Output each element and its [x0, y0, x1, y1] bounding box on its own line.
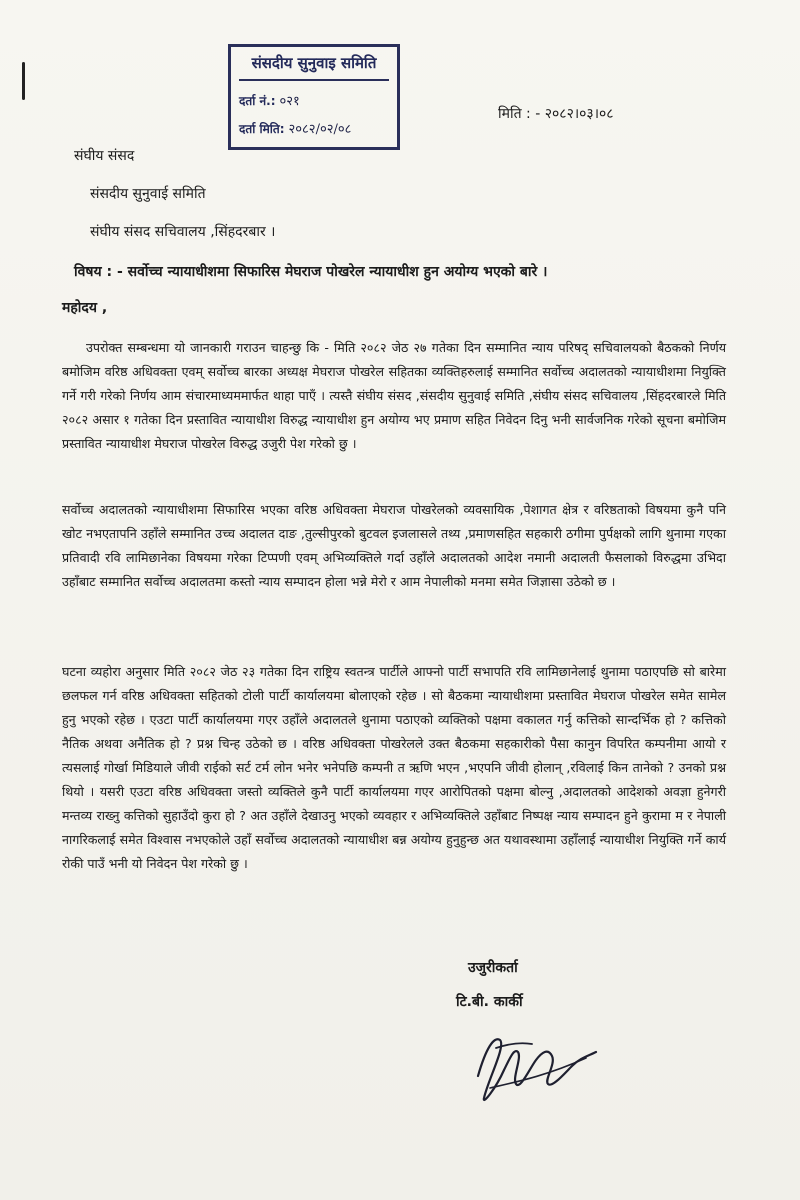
- stamp-title: संसदीय सुनुवाइ समिति: [239, 53, 389, 81]
- margin-mark: [22, 62, 25, 100]
- stamp-reg-date-label: दर्ता मिति:: [239, 122, 285, 136]
- body-paragraph-3: घटना व्यहोरा अनुसार मिति २०८२ जेठ २३ गतेका दिन राष्ट्रिय स्वतन्त्र पार्टीले आफ्नो पार्टी सभापति रवि लामिछानेलाई थुनामा पठाएपछि सो बारेमा छलफल गर्न वरिष्ठ अधिवक्ता सहितको टोली पार्टी कार्यालयमा बोलाएको रहेछ । सो बैठकमा न्यायाधीशमा प्रस्तावित मेघराज पोखरेल समेत सामेल हुनु भएको रहेछ । एउटा पार्टी कार्यालयमा गएर उहाँले अदालतले थुनामा पठाएको व्यक्तिको पक्षमा वकालत गर्नु कत्तिको सान्दर्भिक हो ? कत्तिको नैतिक अथवा अनैतिक हो ? प्रश्न चिन्ह उठेको छ । वरिष्ठ अधिवक्ता पोखरेलले उक्त बैठकमा सहकारीको पैसा कानुन विपरित कम्पनीमा आयो र त्यसलाई गोर्खा मिडियाले जीवी राईको सर्ट टर्म लोन भनेर भनेपछि कम्पनी त ऋणि भएन ,भएपनि जीवी होलान् ,रविलाई किन तानेको ? उनको प्रश्न थियो । यसरी एउटा वरिष्ठ अधिवक्ता जस्तो व्यक्तिले कुनै पार्टी कार्यालयमा गएर आरोपितको पक्षमा बोल्नु ,अदालतको आदेशको अवज्ञा हुनेगरी मन्तव्य राख्नु कत्तिको सुहाउँदो कुरा हो ? अत उहाँले देखाउनु भएको व्यवहार र अभिव्यक्तिले उहाँबाट निष्पक्ष न्याय सम्पादन हुने कुरामा म र नेपाली नागरिकलाई समेत विश्वास नभएकोले उहाँ सर्वोच्च अदालतको न्यायाधीश बन्न अयोग्य हुनुहुन्छ अत यथावस्थामा उहाँलाई न्यायाधीश नियुक्ति गर्ने कार्य रोकी पाउँ भनी यो निवेदन पेश गरेको छु ।: [62, 664, 726, 871]
- recipient-line-1: संघीय संसद: [74, 148, 135, 164]
- registration-stamp: [228, 44, 400, 150]
- stamp-reg-date-value: २०८२/०२/०८: [288, 122, 352, 137]
- stamp-reg-date: [239, 119, 389, 137]
- stamp-reg-no: [239, 91, 389, 109]
- recipient-line-2: संसदीय सुनुवाई समिति: [90, 186, 206, 202]
- stamp-reg-no-label: दर्ता नं.:: [239, 94, 276, 108]
- letter-subject: विषय : - सर्वोच्च न्यायाधीशमा सिफारिस मेघराज पोखरेल न्यायाधीश हुन अयोग्य भएको बारे ।: [74, 264, 548, 280]
- recipient-line-3: संघीय संसद सचिवालय ,सिंहदरबार ।: [90, 224, 276, 240]
- body-paragraph-2: सर्वोच्च अदालतको न्यायाधीशमा सिफारिस भएका वरिष्ठ अधिवक्ता मेघराज पोखरेलको व्यवसायिक ,पेशागत क्षेत्र र वरिष्ठताको विषयमा कुनै पनि खोट नभएतापनि उहाँले सम्मानित उच्च अदालत दाङ ,तुल्सीपुरको बुटवल इजलासले तथ्य ,प्रमाणसहित सहकारी ठगीमा पुर्पक्षको लागि थुनामा गएका प्रतिवादी रवि लामिछानेका विषयमा गरेका टिप्पणी एवम् अभिव्यक्तिले गर्दा उहाँले अदालतको आदेश नमानी अदालती फैसलाको विरुद्धमा उभिदा उहाँबाट सम्मानित सर्वोच्च अदालतमा कस्तो न्याय सम्पादन होला भन्ने मेरो र आम नेपालीको मनमा समेत जिज्ञासा उठेको छ ।: [62, 502, 726, 589]
- salutation: महोदय ,: [62, 300, 108, 316]
- complainant-name: टि.बी. कार्की: [456, 994, 523, 1010]
- letter-date: मिति : - २०८२।०३।०८: [498, 106, 614, 122]
- handwritten-signature: [456, 1018, 606, 1106]
- body-paragraph-1: उपरोक्त सम्बन्धमा यो जानकारी गराउन चाहन्छु कि - मिति २०८२ जेठ २७ गतेका दिन सम्मानित न्याय परिषद् सचिवालयको बैठकको निर्णय बमोजिम वरिष्ठ अधिवक्ता एवम् सर्वोच्च बारका अध्यक्ष मेघराज पोखरेल सहितका व्यक्तिहरुलाई सम्मानित सर्वोच्च अदालतको न्यायाधीशमा नियुक्ति गर्ने गरी गरेको निर्णय आम संचारमाध्यममार्फत थाहा पाएँ । त्यस्तै संघीय संसद ,संसदीय सुनुवाई समिति ,संघीय संसद सचिवालय ,सिंहदरबारले मिति २०८२ असार १ गतेका दिन प्रस्तावित न्यायाधीश विरुद्ध न्यायाधीश हुन अयोग्य भए प्रमाण सहित निवेदन दिनु भनी सार्वजनिक गरेको सूचना बमोजिम प्रस्तावित न्यायाधीश मेघराज पोखरेल विरुद्ध उजुरी पेश गरेको छु ।: [62, 340, 726, 451]
- complainant-label: उजुरीकर्ता: [468, 960, 518, 976]
- stamp-reg-no-value: ०२१: [279, 94, 300, 109]
